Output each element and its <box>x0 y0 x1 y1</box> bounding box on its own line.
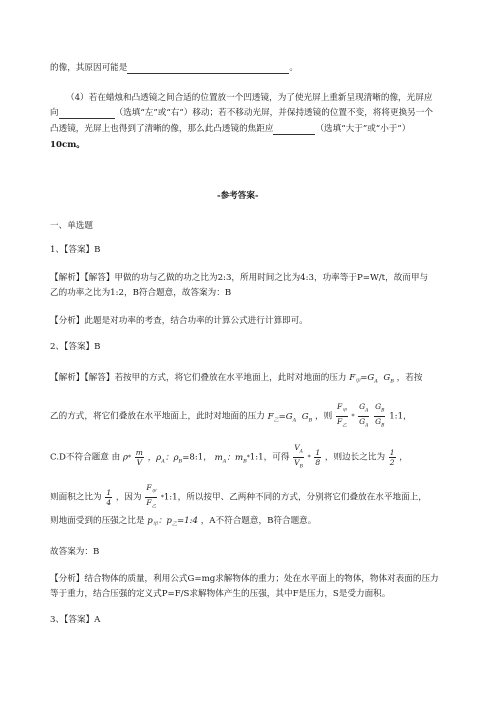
fraction-one-eighth: $\frac{1}{8}$ <box>315 447 321 467</box>
section-heading: 一、单选题 <box>50 221 93 231</box>
fraction-ga-gb: $\frac{G_A}{G_A}$ <box>359 402 369 428</box>
fraction-m-v: $\frac{m}{V}$ <box>135 447 143 467</box>
answer-blank <box>273 125 315 135</box>
answer-1-analysis: 【分析】此题是对功率的考查，结合功率的计算公式进行计算即可。 <box>50 316 308 326</box>
answer-2-analysis-1: 【分析】结合物体的质量，利用公式G=mg求解物体的重力；处在水平面上的物体，物体对表面的压力 <box>50 574 439 584</box>
answer-2-end: 故答案为：B <box>50 547 100 557</box>
fraction-force-ratio: $\frac{F_甲}{F_乙}$ <box>336 402 347 428</box>
answer-blank <box>59 109 115 119</box>
fraction-one-half: $\frac{1}{2}$ <box>389 447 395 467</box>
q4-line-4: 10cm。 <box>50 140 85 150</box>
formula-pressure-ratio: $p_甲$：$p_乙=1:4$ <box>147 516 198 528</box>
q4-line-2: 向 （选填“左”或“右”）移动；若不移动光屏，并保持透镜的位置不变，将将更换另一个 <box>50 108 433 118</box>
formula-f-yi: $F_乙=G_A$ $G_B$ <box>267 411 313 424</box>
q3-tail-text: 的像，其原因可能是 <box>50 63 128 73</box>
q4-line-3: 凸透镜，光屏上也得到了清晰的像，那么此凸透镜的焦距应 （选填“大于”或“小于”） <box>50 124 411 134</box>
answer-2-label: 2、【答案】B <box>50 342 101 352</box>
fraction-va-vb: $\frac{V_A}{V_B}$ <box>294 443 303 469</box>
answer-2-analysis-2: 等于重力，结合压强的定义式P=F/S求解物体产生的压强，其中F是压力，S是受力面积。 <box>50 589 391 599</box>
answer-1-explain-1: 【解析】【解答】甲做的功与乙做的功之比为2:3，所用时间之比为4:3，功率等于P=W/t，故而甲与 <box>50 273 429 283</box>
q3-tail-line: 的像，其原因可能是 。 <box>50 63 298 73</box>
answer-2-row-3: C.D不符合题意 由 ρ* $\frac{m}{V}$ ，$\rho_A$：$\rho_B=8:1$， $m_A$：$m_B*1:1$，可得 $\frac{V_A}{V_B}$ * $\frac{1}{8}$ ，则边长之比为 $\frac{1}{2}$ ， <box>50 443 408 469</box>
q4-line-1: （4）若在蜡烛和凸透镜之间合适的位置放一个凹透镜，为了使光屏上重新呈现清晰的像，光屏应 <box>66 93 433 103</box>
fraction-f-ratio-2: $\frac{F_甲}{F_乙}$ <box>146 483 157 509</box>
answer-2-row-4: 则面积之比为 $\frac{1}{4}$ ，因为 $\frac{F_甲}{F_乙}$ *1:1，所以按甲、乙两种不同的方式，分别将它们叠放在水平地面上， <box>50 483 427 509</box>
answer-blank <box>127 64 289 74</box>
answer-2-row-2: 乙的方式，将它们叠放在水平地面上，此时对地面的压力 $F_乙=G_A$ $G_B$ ，则 $\frac{F_甲}{F_乙}$ * $\frac{G_A}{G_A}$ $\frac{G_B}{G_B}$ 1:1， <box>50 402 412 428</box>
fraction-gb-gb: $\frac{G_B}{G_B}$ <box>375 402 385 428</box>
answer-1-label: 1、【答案】B <box>50 245 101 255</box>
formula-f-jia: $F_甲=G_A$ $G_B$ <box>349 373 394 385</box>
answer-2-row-5: 则地面受到的压强之比是 $p_甲$：$p_乙=1:4$ ，A不符合题意，B符合题意。 <box>50 516 317 528</box>
answer-2-row-1: 【解析】【解答】若按甲的方式，将它们叠放在水平地面上，此时对地面的压力 $F_甲=G_A$ $G_B$ ，若按 <box>50 373 423 385</box>
answer-title: -参考答案- <box>217 191 259 201</box>
fraction-one-quarter: $\frac{1}{4}$ <box>106 487 112 507</box>
answer-3-label: 3、【答案】A <box>50 615 101 625</box>
answer-1-explain-2: 乙的功率之比为1:2，B符合题意，故答案为：B <box>50 288 232 298</box>
